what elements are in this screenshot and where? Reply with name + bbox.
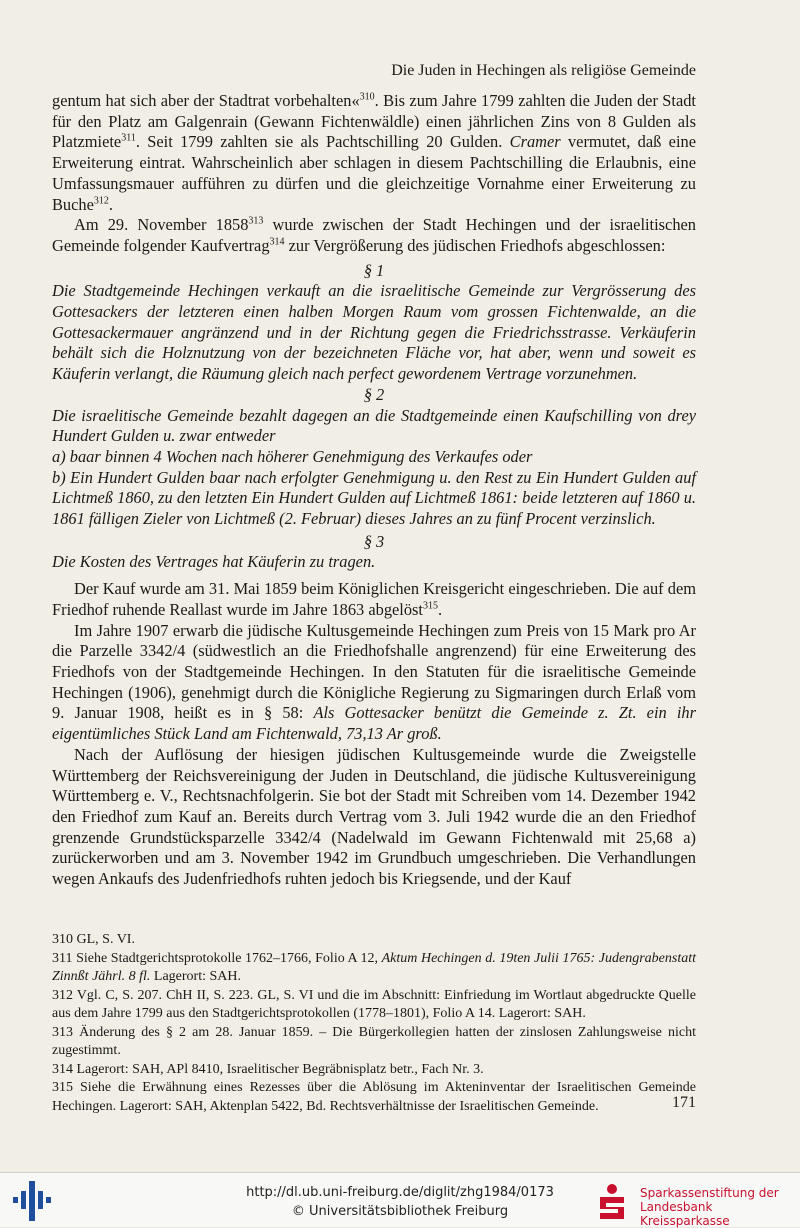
sparkasse-logo-icon <box>592 1181 632 1221</box>
footnotes <box>52 931 696 1116</box>
page-number: 171 <box>672 1094 696 1111</box>
paragraph-5: Nach der Auflösung der hiesigen jüdischen Kultusgemeinde wurde die Zweigstelle Württemberg der Reichsvereinigung der Juden in Deutschland, die jüdische Kultusvereinigung Württemberg e. V., Rechtsnachfolgerin. Sie bot der Stadt mit Schreiben vom 14. Dezember 1942 den Friedhof zum Kauf an. Bereits durch Vertrag vom 3. Juli 1942 wurde die an den Friedhof grenzende Grundstücksparzelle 3342/4 (Nadelwald im Gewann Fichtenwald mit 25,68 a) zurückerworben und am 3. November 1942 im Grundbuch umgeschrieben. Die Verhandlungen wegen Ankaufs des Judenfriedhofs ruhten jedoch bis Kriegsende, und der Kauf <box>52 744 696 889</box>
sponsor-line-2: Landesbank Kreissparkasse <box>640 1200 730 1228</box>
sponsor-line-1: Sparkassenstiftung der <box>640 1186 779 1200</box>
footnote-311 <box>52 950 696 987</box>
contract-section-2: Die israelitische Gemeinde bezahlt dagegen an die Stadtgemeinde einen Kaufschilling von drey Hundert Gulden u. zwar entweder <box>52 405 696 446</box>
text-span: . Bis zum Jahre 1799 zahlten die Juden der Stadt für den Platz am Galgenrain (Gewann Fichtenwäldle) einen jährlichen Zins von 8 Gulden als Platzmiete <box>52 91 696 152</box>
section-heading-2: § 2 <box>363 384 385 404</box>
text-span: . <box>108 194 113 214</box>
running-header: Die Juden in Hechingen als religiöse Gemeinde <box>391 62 696 79</box>
text-span: Lagerort: SAH. <box>150 969 241 984</box>
footnote-310: 310 GL, S. VI. <box>52 932 135 947</box>
footnote-ref: 310 <box>359 91 375 103</box>
quoted-record: Aktum Hechingen d. 19ten Julii 1765: Judengrabenstatt Zinnßt Jährl. 8 fl. <box>52 950 697 984</box>
text-span: . <box>437 599 443 619</box>
author-name: Cramer <box>509 132 561 152</box>
sponsor-name <box>640 1186 800 1228</box>
text-span: wurde zwischen der Stadt Hechingen und der israelitischen Gemeinde folgender Kaufvertrag <box>52 215 696 255</box>
footnote-315: 315 Siehe die Erwähnung eines Rezesses über die Ablösung im Akteninventar der Israelitischen Gemeinde Hechingen. Lagerort: SAH, Aktenplan 5422, Bd. Rechtsverhältnisse der Israelitischen Gemeinde. <box>52 1080 696 1114</box>
footnote-314: 314 Lagerort: SAH, APl 8410, Israelitischer Begräbnisplatz betr., Fach Nr. 3. <box>52 1061 484 1077</box>
section-heading-1: § 1 <box>363 260 385 280</box>
text-span: Im Jahre 1907 erwarb die jüdische Kultusgemeinde Hechingen zum Preis von 15 Mark pro Ar die Parzelle 3342/4 (südwestlich an die Friedhofshalle angrenzend) für eine Erweiterung des Friedhofs von der Stadtgemeinde Hechingen. In den Statuten für die israelitische Gemeinde Hechingen (1906), genehmigt durch die Königliche Regierung zu Sigmaringen durch Erlaß vom 9. Januar 1908, heißt es in § 58: <box>52 620 696 723</box>
text-span: zur Vergrößerung des jüdischen Friedhofs abgeschlossen: <box>284 235 666 255</box>
text-span: Der Kauf wurde am 31. Mai 1859 beim Königlichen Kreisgericht eingeschrieben. Die auf dem Friedhof ruhende Reallast wurde im Jahre 1863 abgelöst <box>52 579 696 619</box>
contract-option-b: b) Ein Hundert Gulden baar nach erfolgter Genehmigung u. den Rest zu Ein Hundert Gulden auf Lichtmeß 1860, zu den letzten Ein Hundert Gulden auf Lichtmeß 1861: beide letzteren auf 1860 u. 1861 fälligen Zieler von Lichtmeß (2. Februar) dieses Jahres an zu fünf Procent verzinslich. <box>52 467 696 529</box>
main-text <box>52 91 696 890</box>
footer-bar <box>0 1172 800 1227</box>
text-span: 311 Siehe Stadtgerichtsprotokolle 1762–1766, Folio A 12, <box>52 950 382 966</box>
contract-option-a: a) baar binnen 4 Wochen nach höherer Genehmigung des Verkaufes oder <box>52 446 533 466</box>
text-span: gentum hat sich aber der Stadtrat vorbehalten« <box>52 91 360 110</box>
footnote-ref: 314 <box>269 236 285 248</box>
source-url[interactable]: http://dl.ub.uni-freiburg.de/diglit/zhg1984/0173 <box>246 1185 554 1200</box>
contract-section-3: Die Kosten des Vertrages hat Käuferin zu tragen. <box>52 552 376 572</box>
footnote-ref: 315 <box>422 600 438 612</box>
paragraph-4 <box>52 621 696 745</box>
footnote-312: 312 Vgl. C, S. 207. ChH II, S. 223. GL, S. VI und die im Abschnitt: Einfriedung im Wortlaut abgedruckte Quelle aus dem Jahre 1799 aus den Stadtgerichtsprotokollen (1778–1801), Folio A 14. Lagerort: SAH. <box>52 987 696 1021</box>
paragraph-1 <box>52 91 696 215</box>
text-span: . Seit 1799 zahlten sie als Pachtschilling 20 Gulden. <box>135 132 510 152</box>
text-span: Am 29. November 1858 <box>74 215 249 235</box>
text-span: vermutet, daß eine Erweiterung eintrat. Wahrscheinlich aber schlagen in diesem Pachtschilling die Erlaubnis, eine Umfassungsmauer aufführen zu dürfen und die gleichzeitige Vornahme einer Erweiterung zu Buche <box>52 132 696 214</box>
footnote-ref: 313 <box>248 215 264 227</box>
footnote-313: 313 Änderung des § 2 am 28. Januar 1859. – Die Bürgerkollegien hatten der zinslosen Zahlungsweise nicht zugestimmt. <box>52 1024 696 1058</box>
copyright-notice: © Universitätsbibliothek Freiburg <box>291 1204 509 1219</box>
footnote-ref: 312 <box>93 195 109 207</box>
footnote-ref: 311 <box>121 132 136 144</box>
paragraph-3 <box>52 579 696 620</box>
section-heading-3: § 3 <box>363 531 385 551</box>
statute-quote: Als Gottesacker benützt die Gemeinde z. Zt. ein ihr eigentümliches Stück Land am Fichtenwald, 73,13 Ar groß. <box>52 703 696 744</box>
contract-section-1: Die Stadtgemeinde Hechingen verkauft an die israelitische Gemeinde zur Vergrösserung des Gottesackers der letzteren einen halben Morgen Raum vom grossen Fichtenwalde, an die Gottesackermauer angränzend und in der Richtung gegen die Friedrichsstrasse. Verkäuferin behält sich die Holznutzung von der bezeichneten Fläche vor, hat aber, wenn und soweit es Käuferin verlangt, die Räumung gleich nach perfect gewordenem Vertrage vorzunehmen. <box>52 281 696 384</box>
paragraph-2 <box>52 215 696 256</box>
